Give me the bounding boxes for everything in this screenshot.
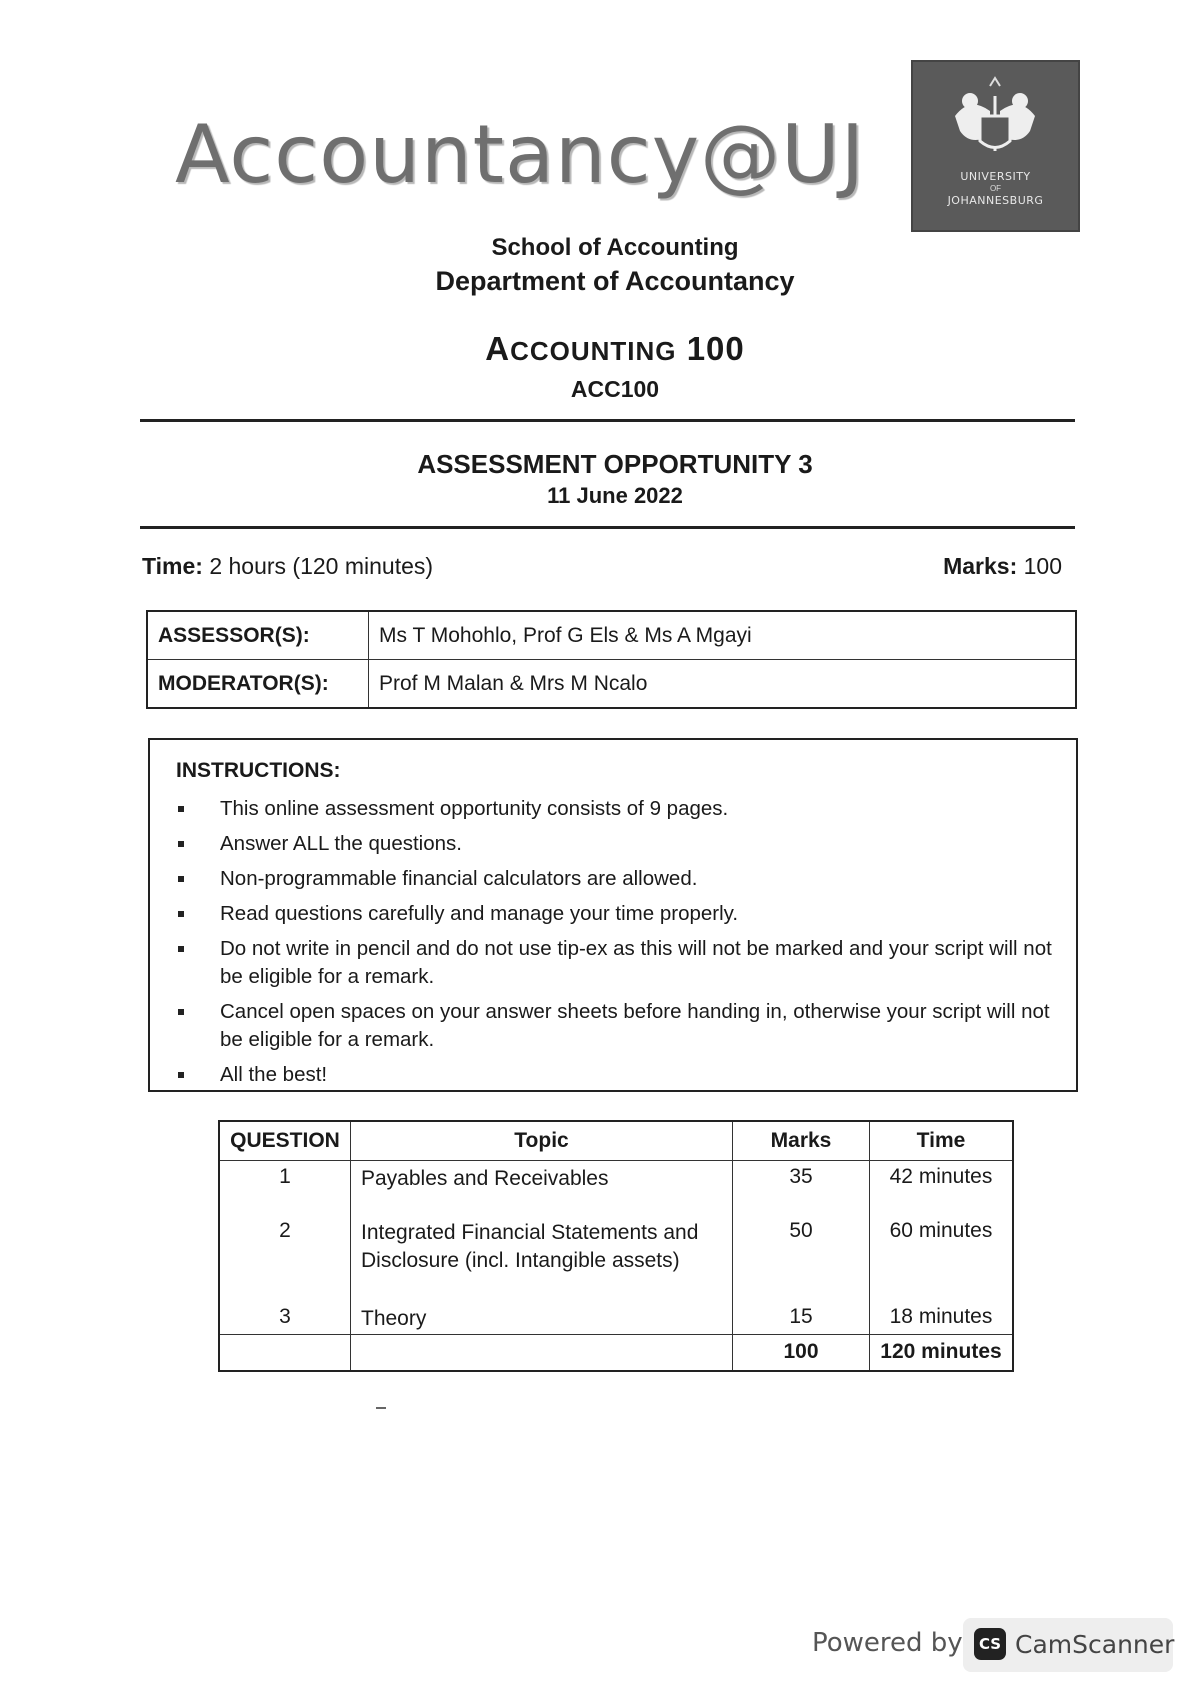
list-item	[178, 830, 1058, 858]
time-label: Time:	[142, 553, 203, 579]
total-marks: 100	[733, 1335, 870, 1372]
bullet-icon	[178, 876, 184, 882]
bullet-icon	[178, 841, 184, 847]
list-item	[178, 865, 1058, 893]
bullet-icon	[178, 946, 184, 952]
list-item	[178, 795, 1058, 823]
instructions-box	[148, 738, 1078, 1092]
assessment-title: ASSESSMENT OPPORTUNITY 3	[417, 449, 813, 479]
instructions-title: INSTRUCTIONS:	[176, 759, 341, 782]
exam-duration	[142, 553, 433, 580]
table-row	[219, 1215, 1013, 1301]
instructions-list	[178, 795, 1058, 1096]
question-number: 1	[219, 1161, 351, 1215]
assessment-date: 11 June 2022	[547, 483, 683, 508]
table-header-row	[219, 1121, 1013, 1161]
table-row	[219, 1301, 1013, 1335]
list-item	[178, 935, 1058, 991]
instruction-text: Read questions carefully and manage your time properly.	[220, 902, 739, 925]
camscanner-name: CamScanner	[1015, 1630, 1175, 1659]
instruction-text: Answer ALL the questions.	[220, 832, 462, 855]
question-marks: 35	[733, 1161, 870, 1215]
course-title	[0, 330, 1200, 368]
bullet-icon	[178, 1072, 184, 1078]
header-topic: Topic	[351, 1121, 733, 1161]
question-time: 42 minutes	[870, 1161, 1014, 1215]
table-row	[147, 660, 1076, 709]
question-marks: 15	[733, 1301, 870, 1335]
moderator-label: MODERATOR(S):	[147, 660, 369, 709]
logo-text-johannesburg: JOHANNESBURG	[947, 194, 1044, 207]
time-value: 2 hours (120 minutes)	[209, 553, 434, 579]
instruction-text: Non-programmable financial calculators are allowed.	[220, 867, 698, 890]
list-item	[178, 998, 1058, 1054]
powered-by-text: Powered by	[812, 1628, 963, 1658]
bullet-icon	[178, 806, 184, 812]
scan-mark	[376, 1407, 386, 1409]
question-topic: Integrated Financial Statements and Disclosure (incl. Intangible assets)	[351, 1215, 733, 1301]
logo-text-university: UNIVERSITY	[960, 170, 1031, 183]
instruction-text: All the best!	[220, 1063, 328, 1086]
question-topic: Payables and Receivables	[351, 1161, 733, 1215]
total-blank	[351, 1335, 733, 1372]
staff-table	[146, 610, 1077, 709]
question-marks: 50	[733, 1215, 870, 1301]
assessor-names: Ms T Mohohlo, Prof G Els & Ms A Mgayi	[369, 611, 1077, 660]
question-time: 18 minutes	[870, 1301, 1014, 1335]
question-time: 60 minutes	[870, 1215, 1014, 1301]
instruction-text: This online assessment opportunity consists of 9 pages.	[220, 797, 729, 820]
course-title-initial: A	[485, 330, 511, 367]
question-number: 3	[219, 1301, 351, 1335]
camscanner-badge	[963, 1618, 1173, 1672]
instruction-text: Cancel open spaces on your answer sheets before handing in, otherwise your script will not be eligible for a remark.	[220, 1000, 1050, 1051]
total-blank	[219, 1335, 351, 1372]
instruction-text: Do not write in pencil and do not use tip-ex as this will not be marked and your script will not be eligible for a remark.	[220, 937, 1052, 988]
uj-crest-icon	[935, 76, 1055, 166]
table-row	[219, 1161, 1013, 1215]
department-name: Department of Accountancy	[435, 266, 795, 296]
camscanner-icon: CS	[974, 1628, 1006, 1660]
list-item	[178, 1061, 1058, 1089]
header-time: Time	[870, 1121, 1014, 1161]
question-topic: Theory	[351, 1301, 733, 1335]
divider-bottom	[140, 526, 1075, 529]
assessor-label: ASSESSOR(S):	[147, 611, 369, 660]
course-number: 100	[686, 330, 745, 367]
question-number: 2	[219, 1215, 351, 1301]
bullet-icon	[178, 911, 184, 917]
exam-marks	[943, 553, 1062, 580]
course-title-small-caps: CCOUNTING	[510, 336, 677, 366]
table-total-row	[219, 1335, 1013, 1372]
questions-table	[218, 1120, 1014, 1372]
university-logo	[911, 60, 1080, 232]
marks-value: 100	[1023, 553, 1062, 579]
moderator-names: Prof M Malan & Mrs M Ncalo	[369, 660, 1077, 709]
list-item	[178, 900, 1058, 928]
course-code: ACC100	[570, 376, 660, 402]
header-marks: Marks	[733, 1121, 870, 1161]
logo-text-of: OF	[989, 184, 1002, 193]
marks-label: Marks:	[943, 553, 1018, 579]
divider-top	[140, 419, 1075, 422]
table-row	[147, 611, 1076, 660]
total-time: 120 minutes	[870, 1335, 1014, 1372]
school-name: School of Accounting	[491, 234, 739, 261]
header-question: QUESTION	[219, 1121, 351, 1161]
brand-title: Accountancy@UJ	[175, 108, 866, 201]
bullet-icon	[178, 1009, 184, 1015]
